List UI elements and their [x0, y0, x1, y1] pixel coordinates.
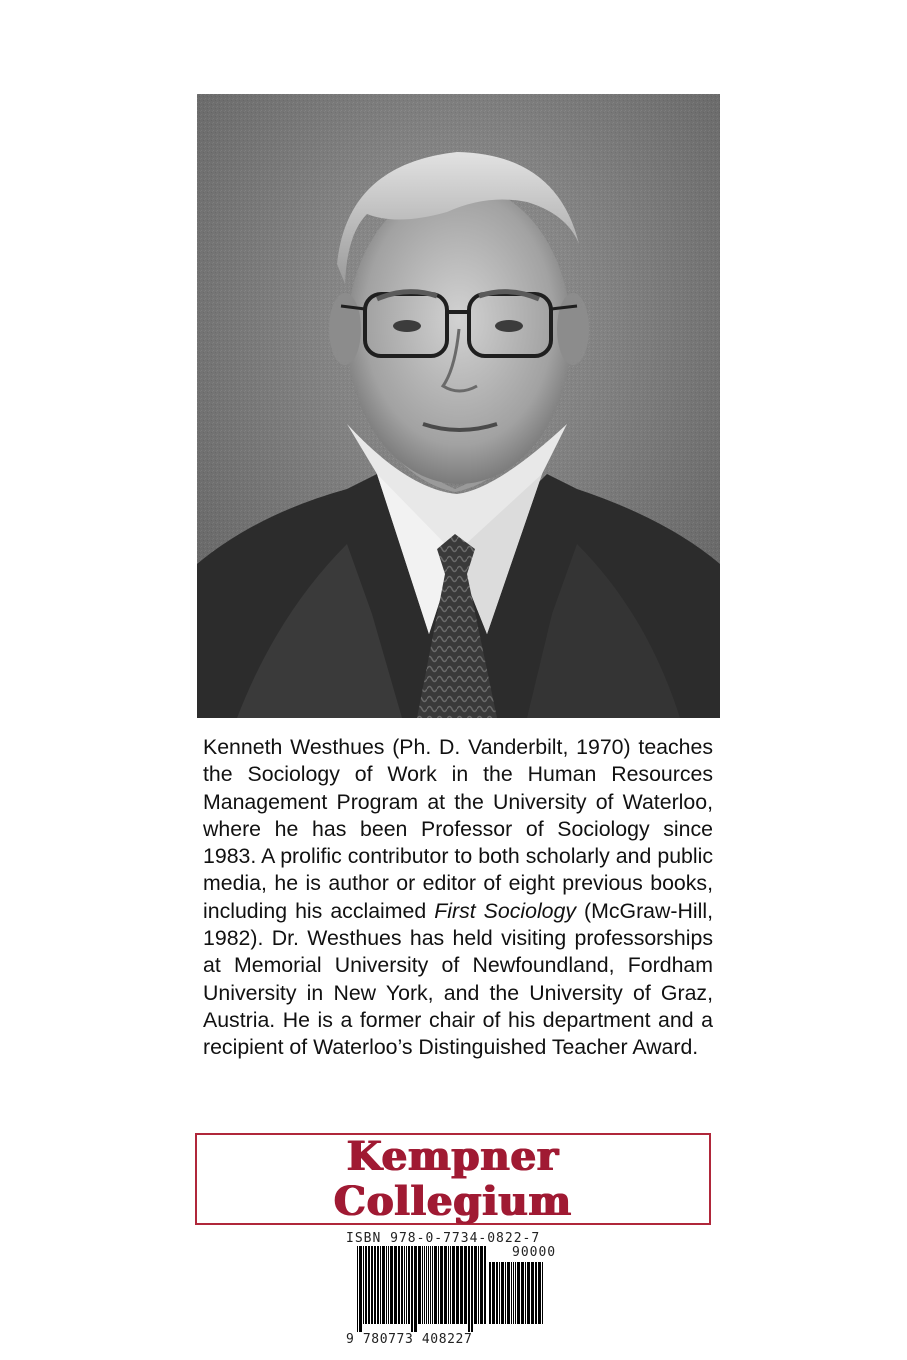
book-title: First Sociology — [434, 898, 577, 923]
author-photo — [197, 94, 720, 718]
barcode-bar — [511, 1262, 512, 1324]
barcode-bar — [434, 1246, 437, 1324]
author-portrait-image — [197, 94, 720, 718]
barcode-bar — [496, 1262, 498, 1324]
isbn-label: ISBN 978-0-7734-0822-7 — [346, 1231, 541, 1246]
barcode-bar — [359, 1246, 362, 1332]
barcode-bar — [484, 1246, 486, 1324]
barcode-bar — [426, 1246, 427, 1324]
barcode-bar — [464, 1246, 467, 1324]
barcode-bar — [382, 1246, 385, 1324]
barcode-bar — [517, 1262, 520, 1324]
barcode-bar — [535, 1262, 537, 1324]
barcode-bar — [452, 1246, 455, 1324]
barcode-bar — [507, 1262, 510, 1324]
barcode-bar — [474, 1246, 477, 1324]
barcode-bar — [414, 1246, 417, 1332]
barcode-bar — [432, 1246, 433, 1324]
barcode-bar — [468, 1246, 470, 1332]
barcode-bar — [368, 1246, 370, 1324]
publisher-logo-box — [195, 1133, 711, 1225]
barcode-bar — [371, 1246, 373, 1324]
barcode-bar — [357, 1246, 358, 1332]
barcode-bar — [527, 1262, 530, 1324]
barcode-bar — [404, 1246, 405, 1324]
barcode-bar — [363, 1246, 364, 1324]
barcode-bar — [394, 1246, 397, 1324]
barcode-bar — [438, 1246, 439, 1324]
barcode-bar — [388, 1246, 389, 1324]
barcode-bar — [480, 1246, 483, 1324]
barcode-bar — [406, 1246, 407, 1324]
barcode-bar — [515, 1262, 516, 1324]
price-addon-barcode — [489, 1262, 545, 1332]
barcode-bar — [450, 1246, 451, 1324]
barcode-bar — [418, 1246, 421, 1324]
barcode-bar — [422, 1246, 423, 1324]
publisher-name-line-1: Kempner — [346, 1133, 560, 1180]
barcode-bar — [448, 1246, 449, 1324]
barcode-bar — [401, 1246, 403, 1324]
barcode-bar — [471, 1246, 473, 1332]
barcode-bar — [386, 1246, 387, 1324]
barcode-bar — [478, 1246, 479, 1324]
barcode-bar — [390, 1246, 393, 1324]
barcode-bar — [444, 1246, 447, 1324]
bio-text-start: Kenneth Westhues (Ph. D. Vanderbilt, 1970) teaches the Sociology of Work in the Human Resources Management Program at the University of Waterloo, where he has been Professor of Sociology since 1983. A prolific contributor to both scholarly and public media, he is author or editor of eight previous books, including his acclaimed — [203, 735, 713, 923]
publisher-name-line-2: Collegium — [334, 1178, 572, 1225]
barcode-bar — [499, 1262, 500, 1324]
isbn-barcode — [357, 1246, 487, 1332]
barcode-bar — [440, 1246, 443, 1324]
barcode-bar — [411, 1246, 413, 1332]
barcode-bar — [525, 1262, 526, 1324]
barcode-digits: 9 780773 408227 — [346, 1332, 473, 1347]
bio-text-end: (McGraw-Hill, 1982). Dr. Westhues has held visiting professorships at Memorial University of Newfoundland, Fordham University in New York, and the University of Graz, Austria. He is a former chair of his department and a recipient of Waterloo’s Distinguished Teacher Award. — [203, 898, 713, 1060]
barcode-bar — [408, 1246, 410, 1324]
barcode-bar — [398, 1246, 400, 1324]
barcode-bar — [513, 1262, 514, 1324]
barcode-bar — [456, 1246, 459, 1324]
author-bio — [203, 734, 713, 1062]
barcode-bar — [430, 1246, 431, 1324]
barcode-bar — [424, 1246, 425, 1324]
barcode-bar — [365, 1246, 367, 1324]
barcode-bar — [489, 1262, 491, 1324]
barcode-bar — [492, 1262, 495, 1324]
barcode-bar — [380, 1246, 381, 1324]
barcode-bar — [374, 1246, 376, 1324]
barcode-bar — [428, 1246, 429, 1324]
barcode-bar — [538, 1262, 541, 1324]
price-code: 90000 — [512, 1245, 557, 1260]
barcode-bar — [377, 1246, 379, 1324]
barcode-bar — [531, 1262, 534, 1324]
barcode-bar — [542, 1262, 543, 1324]
barcode-bar — [521, 1262, 524, 1324]
barcode-bar — [505, 1262, 506, 1324]
barcode-bar — [501, 1262, 504, 1324]
barcode-bar — [460, 1246, 463, 1324]
